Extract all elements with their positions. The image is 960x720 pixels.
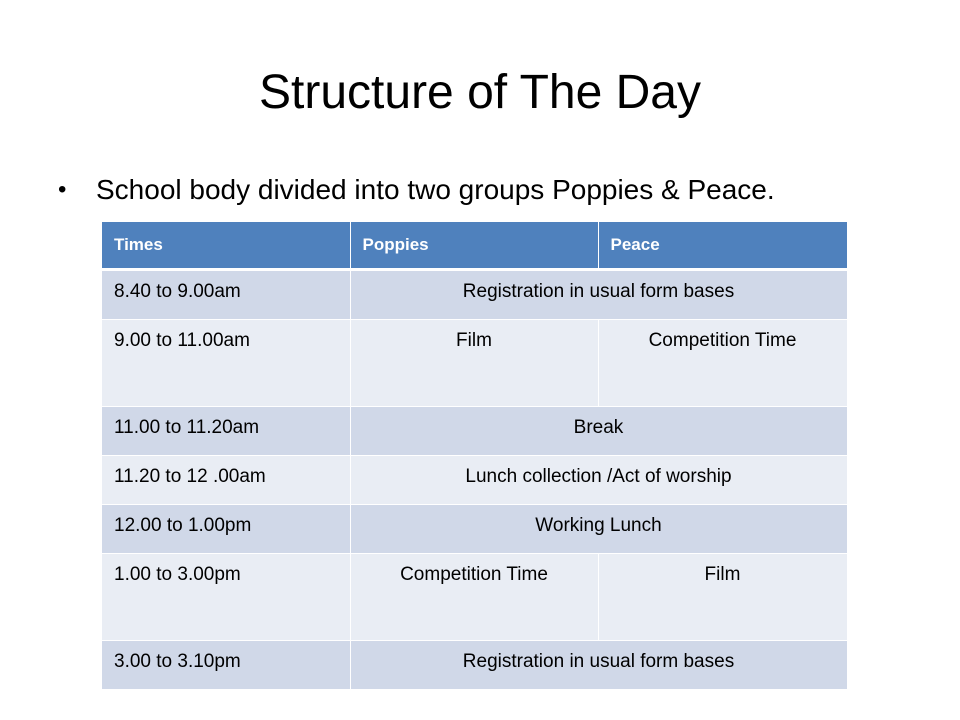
table-row [102,270,847,320]
poppies-cell: Film [350,320,598,407]
poppies-cell: Competition Time [350,554,598,641]
time-cell: 1.00 to 3.00pm [102,554,350,641]
bullet-point [58,170,918,210]
bullet-text: School body divided into two groups Poppies & Peace. [96,174,775,205]
table-row [102,505,847,554]
time-cell: 11.00 to 11.20am [102,407,350,456]
header-peace: Peace [598,222,847,270]
table-header-row [102,222,847,270]
header-times: Times [102,222,350,270]
time-cell: 8.40 to 9.00am [102,270,350,320]
slide-title: Structure of The Day [259,66,701,119]
time-cell: 3.00 to 3.10pm [102,641,350,690]
bullet-dot-icon: • [58,176,67,203]
time-cell: 9.00 to 11.00am [102,320,350,407]
activity-cell: Break [350,407,847,456]
schedule-table [102,222,848,690]
table-row [102,320,847,407]
activity-cell: Registration in usual form bases [350,641,847,690]
time-cell: 11.20 to 12 .00am [102,456,350,505]
peace-cell: Competition Time [598,320,847,407]
activity-cell: Registration in usual form bases [350,270,847,320]
header-poppies: Poppies [350,222,598,270]
peace-cell: Film [598,554,847,641]
activity-cell: Lunch collection /Act of worship [350,456,847,505]
activity-cell: Working Lunch [350,505,847,554]
time-cell: 12.00 to 1.00pm [102,505,350,554]
table-row [102,407,847,456]
table-row [102,456,847,505]
table-row [102,554,847,641]
table-row [102,641,847,690]
